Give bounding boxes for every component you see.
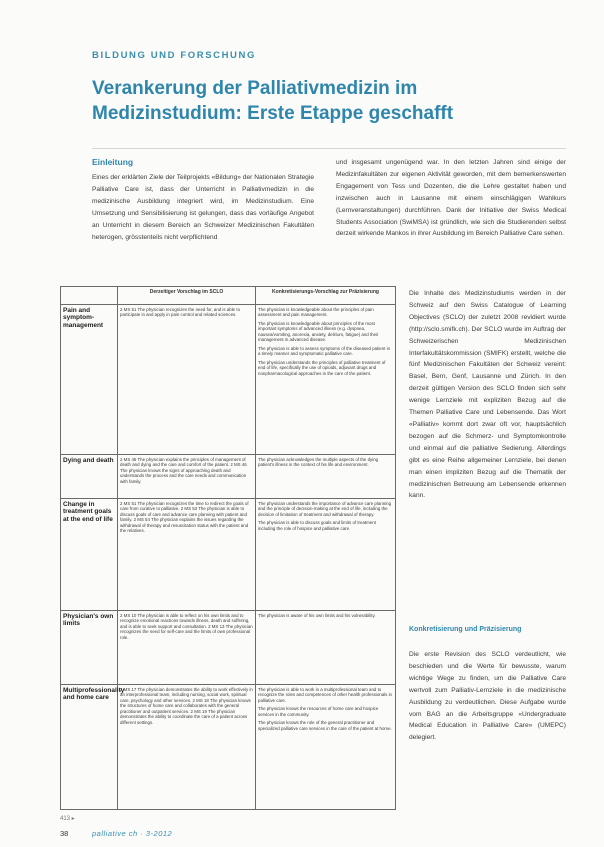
body-paragraph-right: Die Inhalte des Medizinstudiums werden in der Schweiz auf den Swiss Catalogue of Learning Objectives (SCLO) der zuletzt 2008 revidiert wurde (http://sclo.smifk.ch). Der SCLO wurde im Auftrag der Schweizerischen Medizinischen Interfakultätskommission (SMIFK) erstellt, welche die fünf Medizinischen Fakultäten der Schweiz vereint: Basel, Bern, Genf, Lausanne und Zürich. In den derzeit gültigen Version des SCLO finden sich sehr wenige Lernziele mit expliziten Bezug auf die Themen Palliative Care und Lebensende. Das Wort «Palliativ» kommt dort zwar oft vor, hauptsächlich bezogen auf die Schmerz- und Symptomkontrolle und einmal auf die palliative Sedierung. Allerdings gibt es eine Reihe allgemeiner Lernziele, bei denen man einen impliziten Bezug auf die Thematik der medizinischen Betreuung am Lebensende erkennen kann. [409, 290, 566, 500]
row-proposal: The physician is knowledgeable about the principles of pain assessment and pain management. The physician is knowledgeable about principles of the most important symptoms of advanced illness (e.g. dyspnea, nausea/vomiting, anorexia, anxiety, delirium, fatigue) and their management in advanced disease. The physician is able to assess symptoms of the diseased patient in a timely manner and symptomatic palliative care. The physician understands the principles of palliative treatment of end of life, specifically the use of opioids, adjuvant drugs and nonpharmacological approaches in the care of the patient. [256, 305, 396, 455]
table-header-proposal: Konkretisierungs-Vorschlag zur Präzisierung [256, 287, 396, 305]
row-label: Pain and symptom-management [61, 305, 118, 455]
row-proposal: The physician acknowledges the multiple aspects of the dying patient's illness in the context of his life and environment. [256, 455, 396, 499]
article-title: Verankerung der Palliativmedizin im Medizinstudium: Erste Etappe geschafft [92, 78, 454, 124]
title-divider [92, 148, 566, 149]
row-label: Dying and death [61, 455, 118, 499]
row-label: Physician's own limits [61, 611, 118, 685]
row-current: 2 MS 17 The physician demonstrates the ability to work effectively in an interprofessional team, including nursing, social work, spiritual care, psychology and other services. 2 MS 18 The physician knows the structures of home care and collaborates with the general practitioner and outpatient services. 2 MS 19 The physician demonstrates the ability to coordinate the care of a patient across different settings. [118, 685, 256, 810]
table-row [61, 611, 396, 685]
page-number: 38 [60, 829, 69, 838]
section-kicker: BILDUNG UND FORSCHUNG [92, 50, 256, 61]
table-row [61, 305, 396, 455]
row-label: Multiprofessionality and home care [61, 685, 118, 810]
row-proposal: The physician is aware of his own limits and his vulnerability. [256, 611, 396, 685]
intro-paragraph-left: Eines der erklärten Ziele der Teilprojekts «Bildung» der Nationalen Strategie Palliative Care ist, dass der Unterricht in Palliativmedizin in die medizinische Ausbildung integriert wird, im Medizinstudium. Eine Umsetzung und Sensibilisierung ist gelungen, dass das vorläufige Angebot an Unterricht in diesem Bereich an Schweizer Medizinischen Fakultäten heterogen, grösstenteils nicht verpflichtend [92, 174, 314, 241]
table-header-current: Derzeitiger Vorschlag im SCLO [118, 287, 256, 305]
body-paragraph-right-2: Die erste Revision des SCLO verdeutlicht, wie beschieden und die Werte für bewusste, warum wichtige Wege zu finden, um die Palliative Care wertvoll zum Palliativ-Lernziele in die medizinische Ausbildung zu verdeutlichen. Diese Aufgabe wurde vom BAG an die Arbeitsgruppe «Undergraduate Medical Education in Palliative Care» (UMEPC) delegiert. [409, 651, 566, 742]
row-current: 2 MS 51 The physician recognizes the time to redirect the goals of care from curative to palliative. 2 MS 53 The physician is able to discuss goals of care and advance care planning with patient and family. 2 MS 54 The physician explains the issues regarding the withdrawal of therapy and resuscitation status with the patient and the relatives. [118, 499, 256, 611]
row-current: 2 MS 10 The physician is able to reflect on his own limits and to recognize emotional reactions towards illness, death and suffering, and is able to seek support and consultation. 2 MS 13 The physician recognizes the need for self-care and the limits of own professional role. [118, 611, 256, 685]
learning-objectives-table [60, 286, 396, 810]
intro-paragraph-right: und insgesamt ungenügend war. In den letzten Jahren sind einige der Medizinfakultäten zur eigenen Aktivität geworden, mit dem bemerkenswerten Engagement von Tess und Dozenten, die die Lehre gestaltet haben und inzwischen auch in Lausanne mit einem einschlägigen Wahlkurs (Lernveranstaltungen) durchführen. Dank der Initiative der Swiss Medical Students Association (SwiMSA) ist gründlich, wie sich die Studierenden selbst derzeit wirkende Mankos in ihrer Ausbildung im Bereich Palliative Care sehen. [336, 159, 566, 238]
row-current: 2 MS 51 The physician recognizes the need for, and is able to participate in and apply in pain control and related sciences. [118, 305, 256, 455]
row-current: 2 MS 45 The physician explains the principles of management of death and dying and the care and comfort of the patient. 2 MS 46 The physician knows the signs of approaching death and understands the process and the care needs and communication with family. [118, 455, 256, 499]
table-row [61, 685, 396, 810]
table-row [61, 499, 396, 611]
table-caption-marker: 413 ▸ [60, 816, 75, 822]
subheading: Konkretisierung und Präzisierung [409, 626, 522, 633]
row-proposal: The physician understands the importance of advance care planning and the principle of decision-making at the end of life, including the decision of limitation of treatment and withdrawal of therapy. The physician is able to discuss goals and limits of treatment including the role of hospice and palliative care. [256, 499, 396, 611]
row-label: Change in treatment goals at the end of life [61, 499, 118, 611]
table-corner-cell [61, 287, 118, 305]
table-row [61, 455, 396, 499]
intro-heading: Einleitung [92, 157, 134, 167]
magazine-name: palliative ch · 3-2012 [92, 829, 173, 838]
row-proposal: The physician is able to work in a multiprofessional team and to recognize the roles and competences of other health professionals in palliative care. The physician knows the resources of home care and hospice services in the community. The physician knows the role of the general practitioner and specialized palliative care services in the care of the patient at home. [256, 685, 396, 810]
